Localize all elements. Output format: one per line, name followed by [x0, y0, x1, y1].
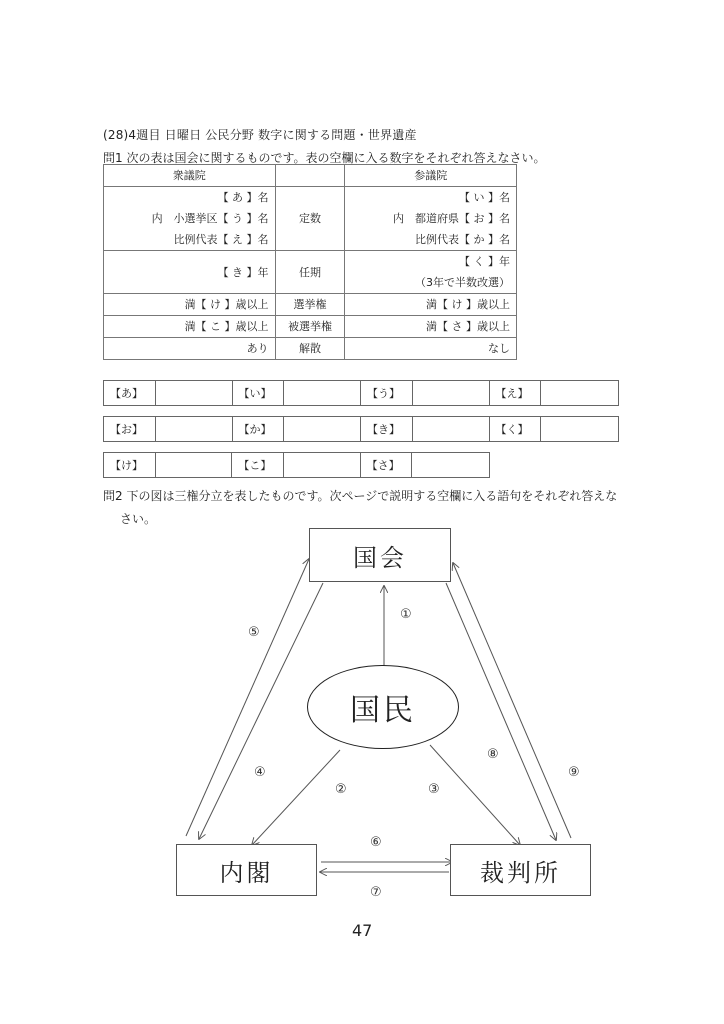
- cell-label-dissolution: 解散: [275, 338, 345, 360]
- cell-coun-seats: 【 い 】名 内 都道府県【 お 】名 比例代表【 か 】名: [345, 187, 517, 251]
- question-2-prompt: 問2 下の図は三権分立を表したものです。次ページで説明する空欄に入る語句をそれぞれ答えな: [103, 489, 618, 503]
- node-cabinet: 内閣: [176, 844, 317, 896]
- answer-label-e: 【え】: [490, 381, 542, 405]
- label-1: ①: [400, 607, 412, 622]
- label-9: ⑨: [568, 765, 580, 780]
- question-1-prompt: 問1 次の表は国会に関するものです。表の空欄に入る数字をそれぞれ答えなさい。: [103, 151, 546, 165]
- cell-coun-dissolution: なし: [345, 338, 517, 360]
- cell-coun-candidacy-age: 満【 さ 】歳以上: [345, 316, 517, 338]
- answer-label-ka: 【か】: [233, 417, 285, 441]
- cell-rep-voting-age: 満【 け 】歳以上: [104, 294, 276, 316]
- cell-label-seats: 定数: [275, 187, 345, 251]
- answer-label-sa: 【さ】: [361, 453, 413, 477]
- header-house-of-representatives: 衆議院: [104, 165, 276, 187]
- answer-label-i: 【い】: [233, 381, 285, 405]
- node-court: 裁判所: [450, 844, 591, 896]
- label-2: ②: [335, 782, 347, 797]
- label-7: ⑦: [370, 885, 382, 900]
- page-number: 47: [352, 921, 373, 940]
- node-people: 国民: [307, 665, 459, 749]
- label-6: ⑥: [370, 835, 382, 850]
- worksheet-heading: (28)4週目 日曜日 公民分野 数字に関する問題・世界遺産: [103, 128, 417, 142]
- cell-rep-candidacy-age: 満【 こ 】歳以上: [104, 316, 276, 338]
- question-2-prompt-cont: さい。: [120, 512, 157, 526]
- header-house-of-councillors: 参議院: [345, 165, 517, 187]
- node-diet: 国会: [309, 528, 451, 582]
- label-3: ③: [428, 782, 440, 797]
- label-5: ⑤: [248, 625, 260, 640]
- label-8: ⑧: [487, 747, 499, 762]
- cell-coun-voting-age: 満【 け 】歳以上: [345, 294, 517, 316]
- answer-label-ko: 【こ】: [232, 453, 284, 477]
- answer-label-u: 【う】: [361, 381, 413, 405]
- cell-label-candidacy-age: 被選挙権: [275, 316, 345, 338]
- cell-rep-seats: 【 あ 】名 内 小選挙区【 う 】名 比例代表【 え 】名: [104, 187, 276, 251]
- label-4: ④: [254, 765, 266, 780]
- cell-rep-dissolution: あり: [104, 338, 276, 360]
- answer-label-ki: 【き】: [361, 417, 413, 441]
- answer-label-ke: 【け】: [104, 453, 156, 477]
- cell-coun-term: 【 く 】年 （3年で半数改選）: [345, 251, 517, 294]
- answer-label-ku: 【く】: [490, 417, 542, 441]
- answer-label-a: 【あ】: [104, 381, 156, 405]
- cell-label-term: 任期: [275, 251, 345, 294]
- cell-label-voting-age: 選挙権: [275, 294, 345, 316]
- answer-label-o: 【お】: [104, 417, 156, 441]
- cell-rep-term: 【 き 】年: [104, 251, 276, 294]
